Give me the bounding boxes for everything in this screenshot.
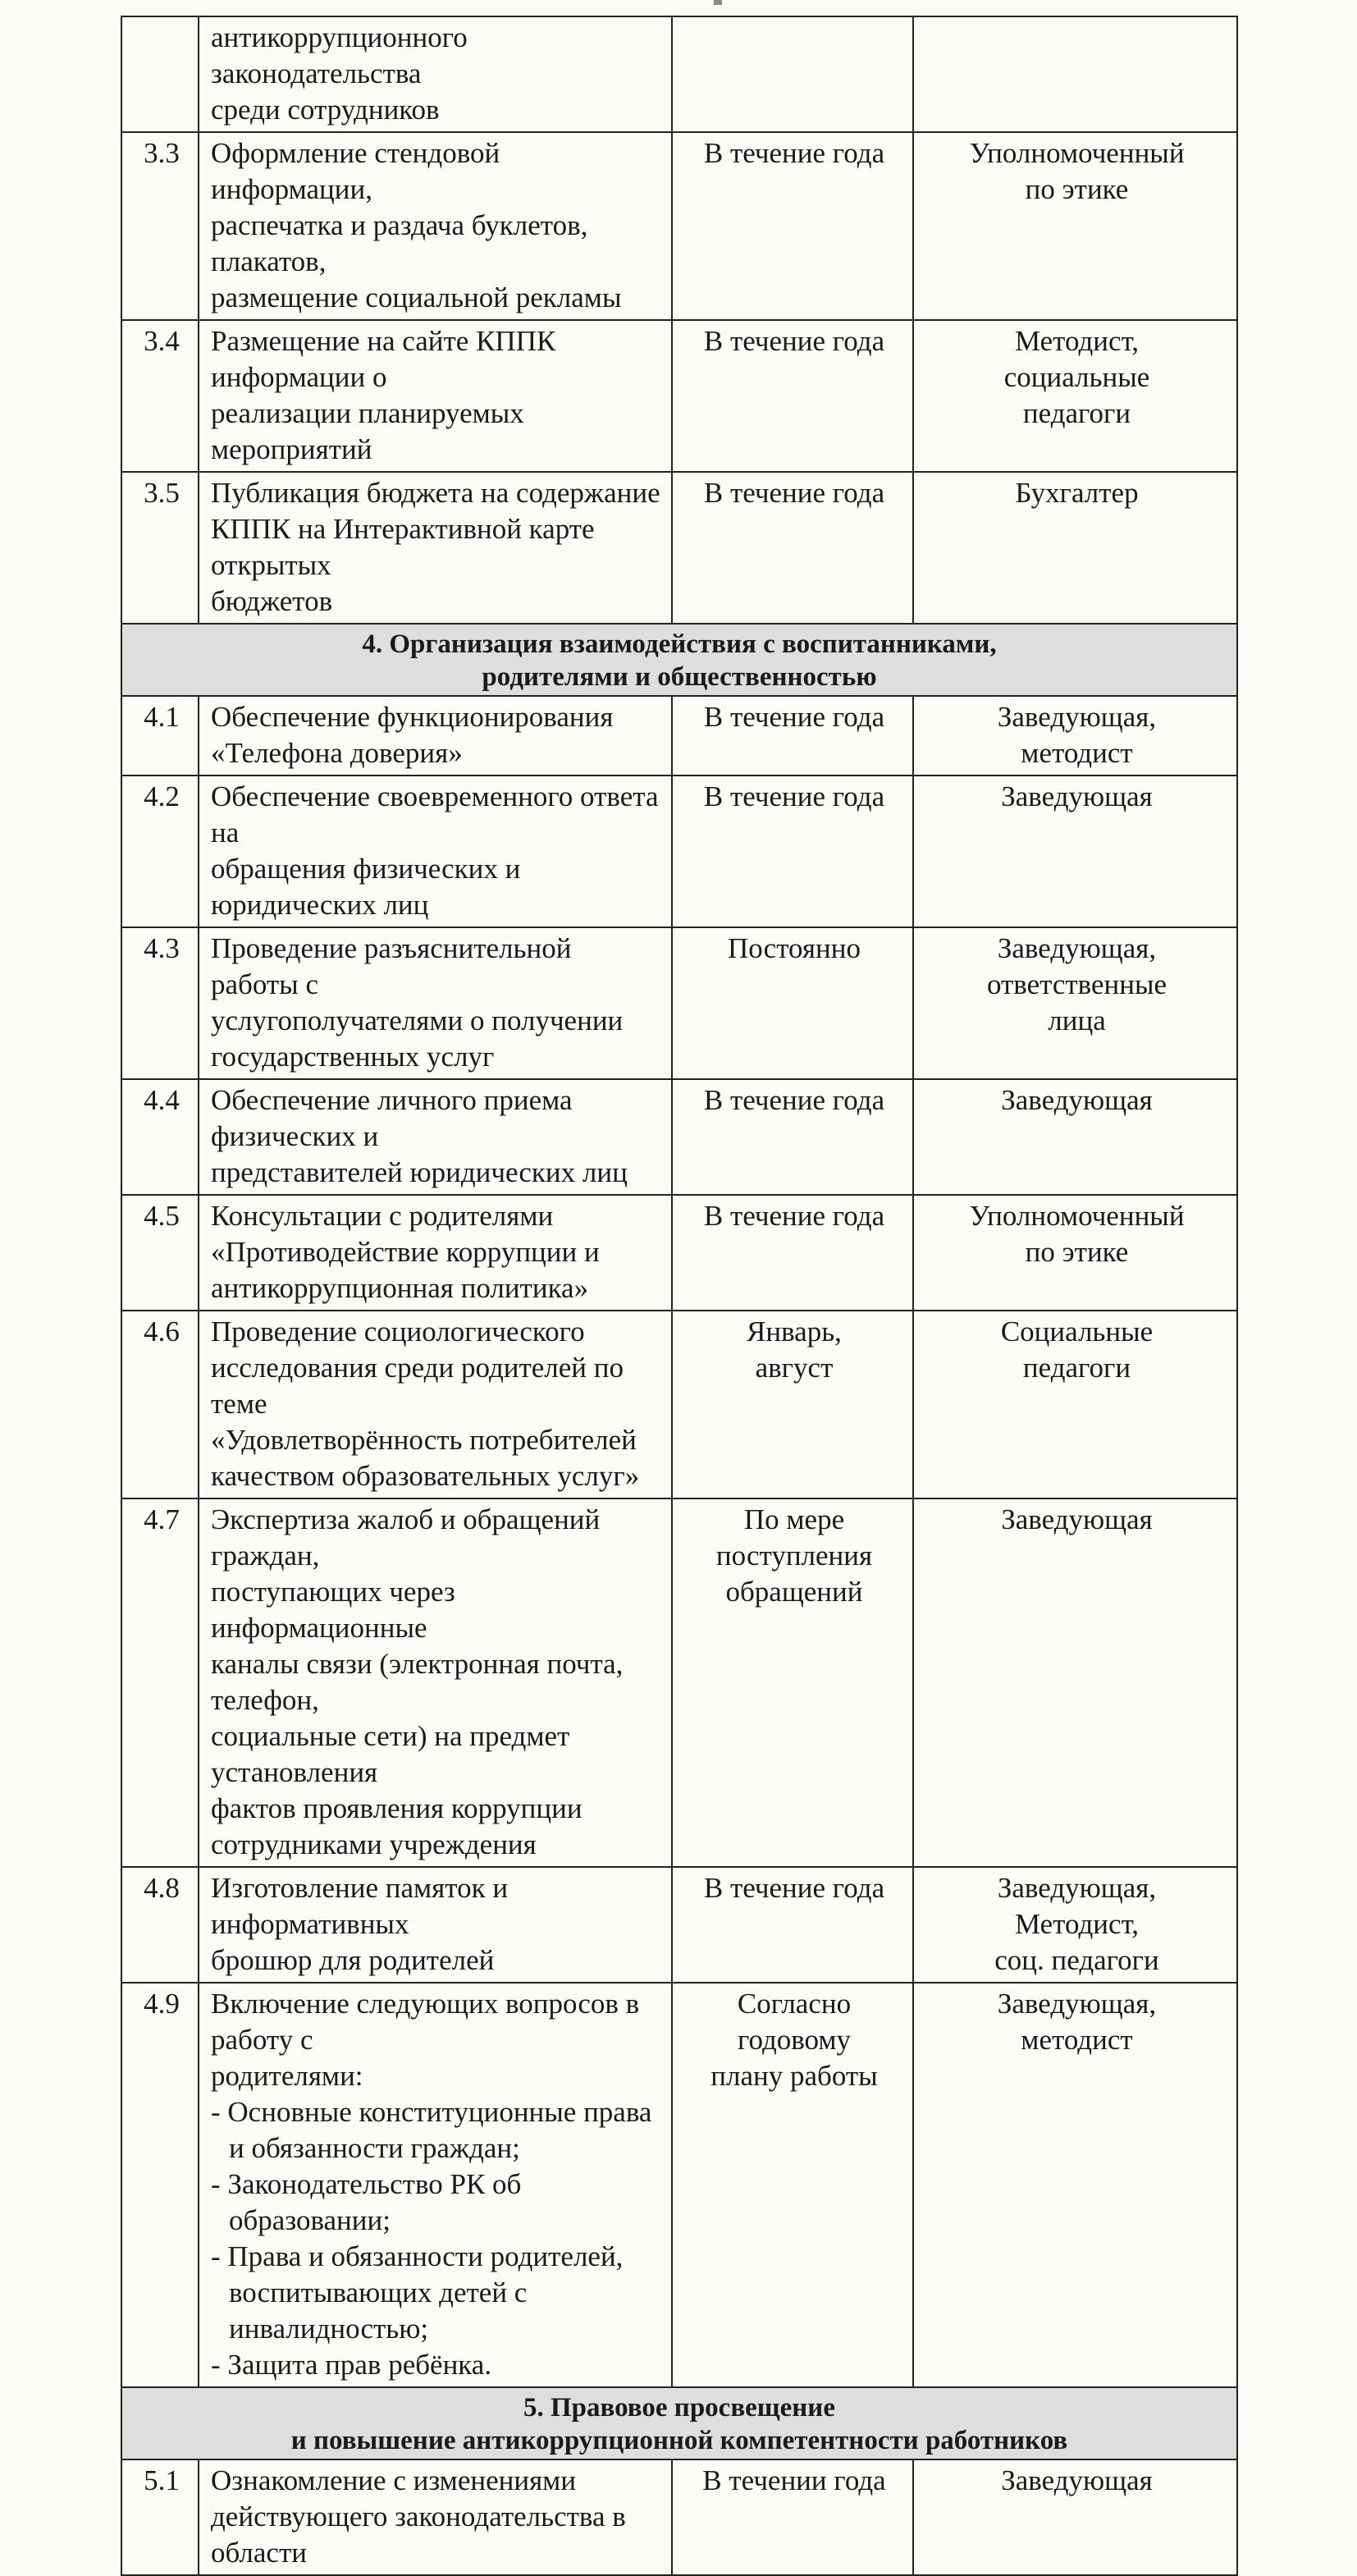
text-line: реализации планируемых мероприятий <box>211 397 524 465</box>
table-row <box>121 16 1237 132</box>
text-line: качеством образовательных услуг» <box>211 1460 640 1492</box>
activity-description <box>199 320 672 472</box>
text-line: Методист, <box>1014 1908 1139 1940</box>
activity-description <box>199 776 672 927</box>
item-number: 3.5 <box>121 472 199 624</box>
text-line: В течение года <box>703 780 885 812</box>
text-line: В течении года <box>702 2464 886 2496</box>
item-number: 4.9 <box>121 1983 199 2387</box>
deadline-cell <box>672 1867 913 1983</box>
text-line: 5. Правовое просвещение <box>523 2393 835 2423</box>
text-line: бюджетов <box>211 585 333 617</box>
text-line: В течение года <box>703 1200 885 1232</box>
deadline-cell <box>672 472 913 624</box>
table-row <box>121 1867 1237 1983</box>
activity-description <box>199 16 672 132</box>
text-line: обращений <box>725 1576 863 1608</box>
item-number: 4.2 <box>121 776 199 927</box>
text-line: Обеспечение функционирования <box>211 701 614 733</box>
section-header-row <box>121 624 1237 696</box>
activity-description <box>199 2459 672 2575</box>
item-number: 4.5 <box>121 1195 199 1311</box>
text-line: Экспертиза жалоб и обращений граждан, <box>211 1503 601 1572</box>
activity-description <box>199 132 672 320</box>
text-line: поступающих через информационные <box>211 1576 455 1644</box>
item-number: 3.3 <box>121 132 199 320</box>
text-line: родителями: <box>211 2060 363 2092</box>
responsible-cell <box>913 132 1237 320</box>
deadline-cell <box>672 1983 913 2387</box>
deadline-cell <box>672 927 913 1079</box>
text-line: обращения физических и юридических лиц <box>211 853 521 921</box>
responsible-cell <box>913 1867 1237 1983</box>
text-line: Проведение социологического <box>211 1315 585 1347</box>
item-number: 4.1 <box>121 696 199 776</box>
responsible-cell <box>913 927 1237 1079</box>
deadline-cell <box>672 1079 913 1195</box>
responsible-cell <box>913 696 1237 776</box>
table-row <box>121 696 1237 776</box>
deadline-cell <box>672 1195 913 1311</box>
text-line: Консультации с родителями <box>211 1200 554 1232</box>
scan-mark <box>714 0 722 5</box>
deadline-cell <box>672 132 913 320</box>
text-line: действующего законодательства в области <box>211 2501 626 2569</box>
deadline-cell <box>672 696 913 776</box>
table-row <box>121 1311 1237 1498</box>
text-line: Проведение разъяснительной работы с <box>211 932 572 1000</box>
text-line: социальные <box>1003 361 1150 393</box>
item-number: 4.6 <box>121 1311 199 1498</box>
text-line: педагоги <box>1022 1352 1131 1384</box>
text-line: методист <box>1021 2024 1133 2056</box>
text-line: и повышение антикоррупционной компетентности работников <box>290 2426 1068 2455</box>
text-line: «Телефона доверия» <box>211 737 463 769</box>
item-number: 3.4 <box>121 320 199 472</box>
responsible-cell <box>913 2459 1237 2575</box>
activity-description <box>199 1311 672 1498</box>
text-line: каналы связи (электронная почта, телефон, <box>211 1648 624 1716</box>
text-line: Методист, <box>1014 325 1139 357</box>
text-line: Заведующая <box>1001 1503 1153 1535</box>
activity-description <box>199 1195 672 1311</box>
section-title <box>121 2387 1237 2459</box>
table-row <box>121 1983 1237 2387</box>
text-line: Ознакомление с изменениями <box>211 2464 577 2496</box>
text-line: Размещение на сайте КППК информации о <box>211 325 556 393</box>
table-row <box>121 132 1237 320</box>
text-line: педагоги <box>1022 397 1131 429</box>
text-line: социальные сети) на предмет установления <box>211 1720 570 1788</box>
text-line: соц. педагоги <box>994 1944 1159 1976</box>
activity-description <box>199 1079 672 1195</box>
text-line: «Удовлетворённость потребителей <box>211 1424 637 1456</box>
text-line: родителями и общественностью <box>482 662 877 692</box>
text-line: размещение социальной рекламы <box>211 281 622 313</box>
text-line: сотрудниками учреждения <box>211 1828 537 1860</box>
list-item: - Защита прав ребёнка. <box>211 2349 492 2381</box>
list-item: - Законодательство РК об образовании; <box>211 2168 522 2236</box>
item-number: 4.4 <box>121 1079 199 1195</box>
table-row <box>121 927 1237 1079</box>
item-number: 5.1 <box>121 2459 199 2575</box>
activity-description <box>199 1983 672 2387</box>
text-line: Обеспечение личного приема физических и <box>211 1084 573 1152</box>
text-line: Заведующая, <box>997 701 1157 733</box>
text-line: исследования среди родителей по теме <box>211 1352 624 1420</box>
activity-description <box>199 696 672 776</box>
responsible-cell <box>913 1079 1237 1195</box>
text-line: Изготовление памяток и информативных <box>211 1872 509 1940</box>
text-line: Согласно <box>737 1988 852 2020</box>
text-line: Постоянно <box>728 932 861 964</box>
item-number: 4.3 <box>121 927 199 1079</box>
activity-plan-table <box>121 16 1238 2576</box>
text-line: Заведующая, <box>997 1872 1157 1904</box>
document-page <box>121 16 1236 2576</box>
text-line: Заведующая <box>1001 2464 1153 2496</box>
text-line: Социальные <box>1000 1315 1154 1347</box>
text-line: «Противодействие коррупции и <box>211 1236 600 1268</box>
text-line: услугополучателями о получении <box>211 1004 624 1036</box>
text-line: Заведующая, <box>997 1988 1157 2020</box>
item-number <box>121 16 199 132</box>
activity-description <box>199 927 672 1079</box>
responsible-cell <box>913 1498 1237 1867</box>
text-line: плану работы <box>710 2060 878 2092</box>
table-row <box>121 2459 1237 2575</box>
responsible-cell <box>913 472 1237 624</box>
deadline-cell <box>672 16 913 132</box>
text-line: В течение года <box>703 1084 885 1116</box>
deadline-cell <box>672 320 913 472</box>
text-line: август <box>755 1352 834 1384</box>
text-line: Заведующая, <box>997 932 1157 964</box>
text-line: Оформление стендовой информации, <box>211 137 500 205</box>
text-line: Бухгалтер <box>1015 477 1139 509</box>
text-line: Обеспечение своевременного ответа на <box>211 780 659 849</box>
text-line: В течение года <box>703 477 885 509</box>
section-title <box>121 624 1237 696</box>
activity-description <box>199 1498 672 1867</box>
text-line: государственных услуг <box>211 1041 495 1073</box>
activity-description <box>199 472 672 624</box>
text-line: В течение года <box>703 1872 885 1904</box>
item-number: 4.7 <box>121 1498 199 1867</box>
deadline-cell <box>672 776 913 927</box>
text-line: поступления <box>715 1540 873 1572</box>
text-line: КППК на Интерактивной карте открытых <box>211 513 595 581</box>
list-item: - Права и обязанности родителей, воспитывающих детей с инвалидностью; <box>211 2240 624 2345</box>
section-header-row <box>121 2387 1237 2459</box>
text-line: В течение года <box>703 137 885 169</box>
table-row <box>121 776 1237 927</box>
text-line: Публикация бюджета на содержание <box>211 477 660 509</box>
text-line: Заведующая <box>1001 780 1153 812</box>
item-number: 4.8 <box>121 1867 199 1983</box>
table-row <box>121 1079 1237 1195</box>
deadline-cell <box>672 2459 913 2575</box>
responsible-cell <box>913 1311 1237 1498</box>
text-line: В течение года <box>703 325 885 357</box>
deadline-cell <box>672 1498 913 1867</box>
text-line: Уполномоченный <box>969 1200 1185 1232</box>
text-line: ответственные <box>986 968 1167 1000</box>
text-line: Включение следующих вопросов в работу с <box>211 1988 640 2056</box>
text-line: по этике <box>1025 173 1129 205</box>
text-line: антикоррупционная политика» <box>211 1272 589 1304</box>
text-line: лица <box>1048 1004 1106 1036</box>
text-line: представителей юридических лиц <box>211 1156 628 1188</box>
table-row <box>121 1195 1237 1311</box>
text-line: годовому <box>737 2024 852 2056</box>
text-line: распечатка и раздача буклетов, плакатов, <box>211 209 588 277</box>
responsible-cell <box>913 1983 1237 2387</box>
table-row <box>121 1498 1237 1867</box>
text-line: фактов проявления коррупции <box>211 1792 583 1824</box>
responsible-cell <box>913 776 1237 927</box>
table-row <box>121 320 1237 472</box>
text-line: В течение года <box>703 701 885 733</box>
responsible-cell <box>913 320 1237 472</box>
responsible-cell <box>913 1195 1237 1311</box>
text-line: по этике <box>1025 1236 1129 1268</box>
text-line: брошюр для родителей <box>211 1944 495 1976</box>
table-row <box>121 472 1237 624</box>
text-line: Январь, <box>747 1315 842 1347</box>
text-line: 4. Организация взаимодействия с воспитанниками, <box>362 629 997 659</box>
text-line: По мере <box>743 1503 845 1535</box>
responsible-cell <box>913 16 1237 132</box>
list-item: - Основные конституционные права и обязанности граждан; <box>211 2096 652 2164</box>
text-line: среди сотрудников <box>211 94 440 126</box>
text-line: методист <box>1021 737 1133 769</box>
text-line: Уполномоченный <box>969 137 1185 169</box>
activity-description <box>199 1867 672 1983</box>
text-line: Заведующая <box>1001 1084 1153 1116</box>
plan-table-body <box>121 16 1237 2575</box>
text-line: антикоррупционного законодательства <box>211 21 468 89</box>
deadline-cell <box>672 1311 913 1498</box>
